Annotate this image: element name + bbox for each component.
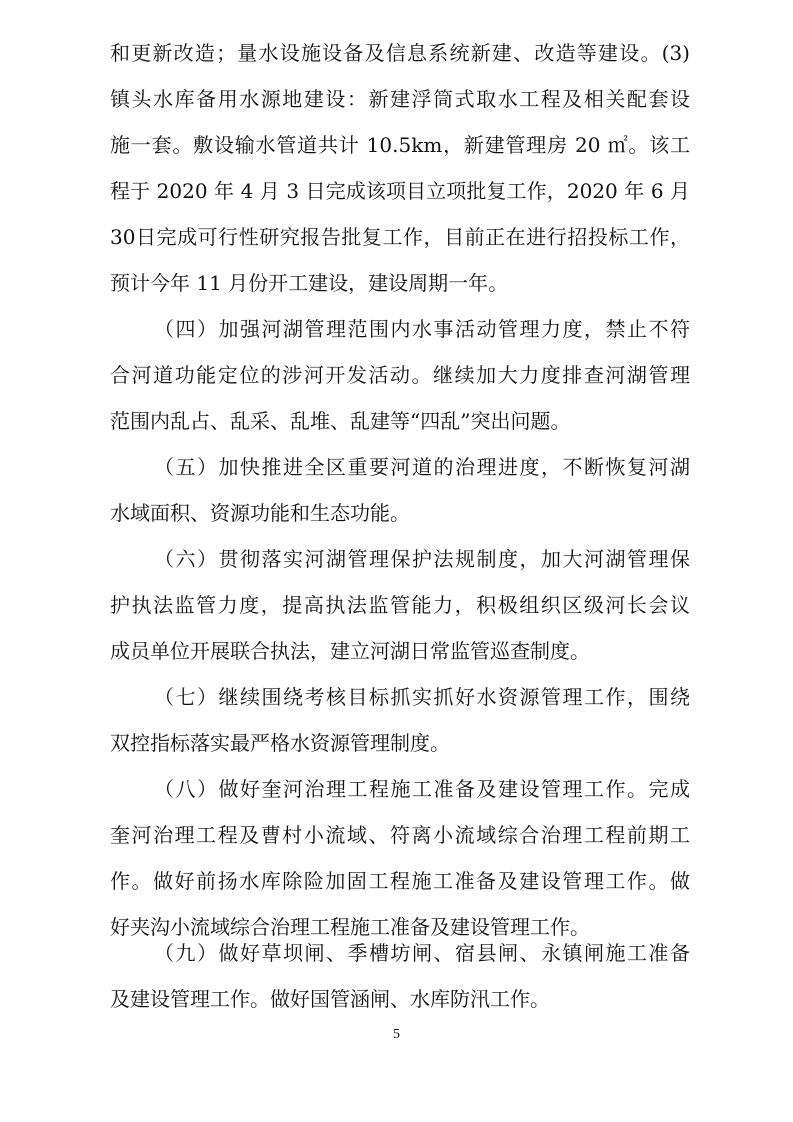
paragraph-8-heading-line: （八）做好奎河治理工程施工准备及建设管理工作。完成 xyxy=(154,777,690,801)
paragraph-7-heading-line: （七）继续围绕考核目标抓实抓好水资源管理工作，围绕 xyxy=(154,685,690,709)
text-line: 双控指标落实最严格水资源管理制度。 xyxy=(110,731,450,755)
text-line: 30日完成可行性研究报告批复工作，目前正在进行招投标工作， xyxy=(110,225,690,249)
text-line: 成员单位开展联合执法，建立河湖日常监管巡查制度。 xyxy=(110,639,590,663)
text-line: 合河道功能定位的涉河开发活动。继续加大力度排查河湖管理 xyxy=(110,363,690,387)
text-line: 和更新改造；量水设施设备及信息系统新建、改造等建设。(3) xyxy=(110,41,690,65)
text-line: 作。做好前扬水库除险加固工程施工准备及建设管理工作。做 xyxy=(110,869,690,893)
text-line: 好夹沟小流域综合治理工程施工准备及建设管理工作。 xyxy=(110,915,590,939)
text-line: 范围内乱占、乱采、乱堆、乱建等“四乱”突出问题。 xyxy=(110,409,571,433)
paragraph-5-heading-line: （五）加快推进全区重要河道的治理进度，不断恢复河湖 xyxy=(154,455,690,479)
text-line: 预计今年 11 月份开工建设，建设周期一年。 xyxy=(110,271,509,295)
paragraph-9-heading-line: （九）做好草坝闸、季槽坊闸、宿县闸、永镇闸施工准备 xyxy=(154,941,690,965)
text-line: 及建设管理工作。做好国管涵闸、水库防汛工作。 xyxy=(110,987,550,1011)
paragraph-6-heading-line: （六）贯彻落实河湖管理保护法规制度，加大河湖管理保 xyxy=(154,547,690,571)
text-line: 水域面积、资源功能和生态功能。 xyxy=(110,501,410,525)
text-line: 镇头水库备用水源地建设：新建浮筒式取水工程及相关配套设 xyxy=(110,87,690,111)
page-number: 5 xyxy=(393,1027,400,1042)
paragraph-4-heading-line: （四）加强河湖管理范围内水事活动管理力度，禁止不符 xyxy=(154,317,690,341)
text-line: 程于 2020 年 4 月 3 日完成该项目立项批复工作，2020 年 6 月 xyxy=(110,179,690,203)
text-line: 奎河治理工程及曹村小流域、符离小流域综合治理工程前期工 xyxy=(110,823,690,847)
text-line: 施一套。敷设输水管道共计 10.5km，新建管理房 20 ㎡。该工 xyxy=(110,133,690,157)
text-line: 护执法监管力度，提高执法监管能力，积极组织区级河长会议 xyxy=(110,593,690,617)
